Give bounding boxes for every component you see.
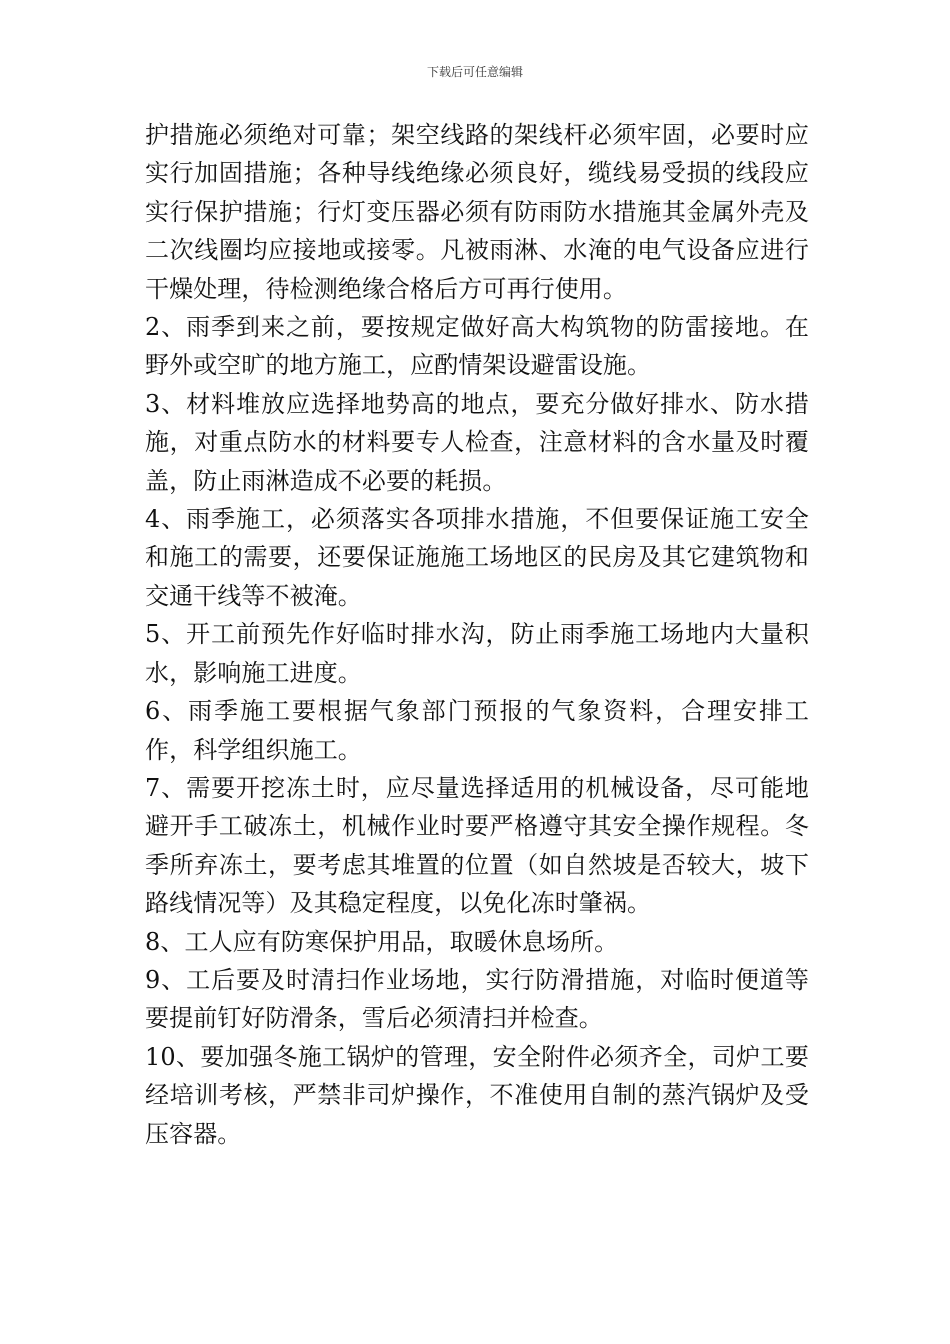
paragraph-continuation: 护措施必须绝对可靠；架空线路的架线杆必须牢固，必要时应实行加固措施；各种导线绝缘必须良好，缆线易受损的线段应实行保护措施；行灯变压器必须有防雨防水措施其金属外壳及二次线圈均应接地或接零。凡被雨淋、水淹的电气设备应进行干燥处理，待检测绝缘合格后方可再行使用。 <box>145 121 809 303</box>
paragraph-item-10: 10、要加强冬施工锅炉的管理，安全附件必须齐全，司炉工要经培训考核，严禁非司炉操作，不准使用自制的蒸汽锅炉及受压容器。 <box>145 1042 809 1148</box>
paragraph-item-4: 4、雨季施工，必须落实各项排水措施，不但要保证施工安全和施工的需要，还要保证施施工场地区的民房及其它建筑物和交通干线等不被淹。 <box>145 505 809 610</box>
paragraph-item-7: 7、需要开挖冻土时，应尽量选择适用的机械设备，尽可能地避开手工破冻土，机械作业时要严格遵守其安全操作规程。冬季所弃冻土，要考虑其堆置的位置（如自然坡是否较大，坡下路线情况等）及其稳定程度，以免化冻时肇祸。 <box>145 773 809 918</box>
paragraph-item-9: 9、工后要及时清扫作业场地，实行防滑措施，对临时便道等要提前钉好防滑条，雪后必须清扫并检查。 <box>145 965 809 1033</box>
paragraph-item-2: 2、雨季到来之前，要按规定做好高大构筑物的防雷接地。在野外或空旷的地方施工，应酌情架设避雷设施。 <box>145 313 809 380</box>
page-header: 下载后可任意编辑 <box>426 65 523 79</box>
paragraph-item-5: 5、开工前预先作好临时排水沟，防止雨季施工场地内大量积水，影响施工进度。 <box>145 620 809 687</box>
paragraph-item-3: 3、材料堆放应选择地势高的地点，要充分做好排水、防水措施，对重点防水的材料要专人检查，注意材料的含水量及时覆盖，防止雨淋造成不必要的耗损。 <box>145 389 809 495</box>
paragraph-item-6: 6、雨季施工要根据气象部门预报的气象资料，合理安排工作，科学组织施工。 <box>145 697 809 764</box>
paragraph-item-8: 8、工人应有防寒保护用品，取暖休息场所。 <box>145 927 619 956</box>
document-body <box>145 116 809 1153</box>
